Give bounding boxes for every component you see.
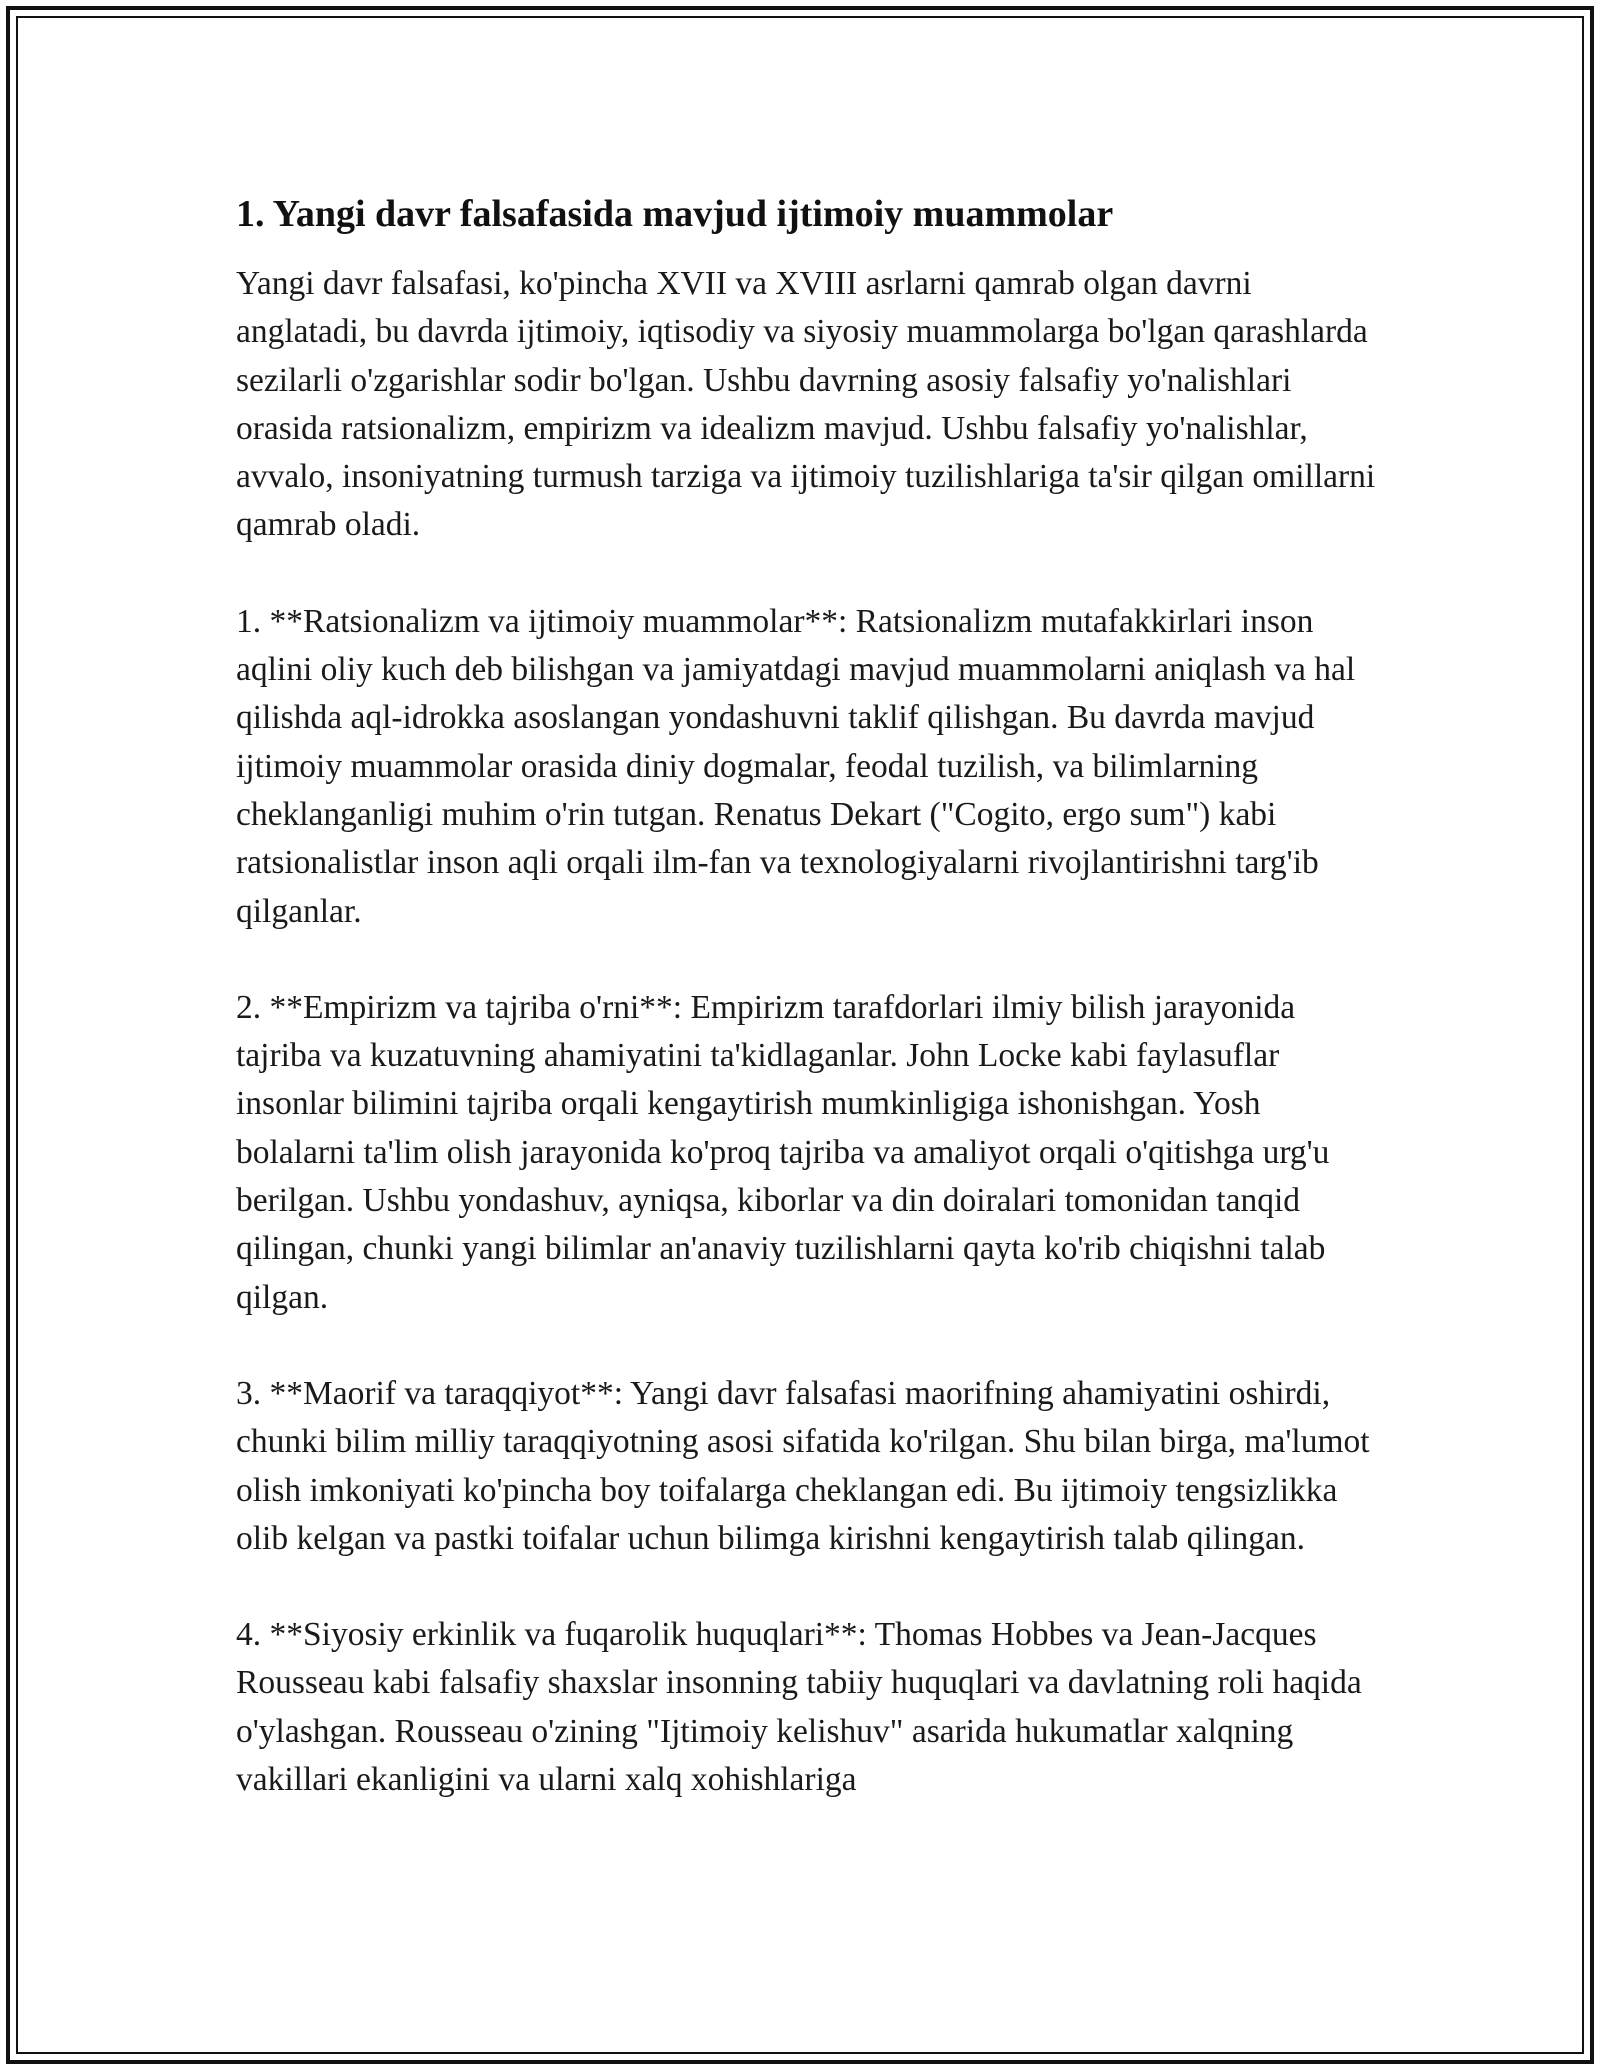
document-body xyxy=(236,186,1376,1852)
section-heading: 1. Yangi davr falsafasida mavjud ijtimoiy muammolar xyxy=(236,193,1114,235)
paragraph-education: 3. **Maorif va taraqqiyot**: Yangi davr falsafasi maorifning ahamiyatini oshirdi, chunki bilim milliy taraqqiyotning asosi sifatida ko'rilgan. Shu bilan birga, ma'lumot olish imkoniyati ko'pincha boy toifalarga cheklangan edi. Bu ijtimoiy tengsizlikka olib kelgan va pastki toifalar uchun bilimga kirishni kengaytirish talab qilingan. xyxy=(236,1374,1370,1557)
paragraph-rationalism: 1. **Ratsionalizm va ijtimoiy muammolar**: Ratsionalizm mutafakkirlari inson aqlini oliy kuch deb bilishgan va jamiyatdagi mavjud muammolarni aniqlash va hal qilishda aql-idrokka asoslangan yondashuvni taklif qilishgan. Bu davrda mavjud ijtimoiy muammolar orasida diniy dogmalar, feodal tuzilish, va bilimlarning cheklanganligi muhim o'rin tutgan. Renatus Dekart ("Cogito, ergo sum") kabi ratsionalistlar inson aqli orqali ilm-fan va texnologiyalarni rivojlantirishni targ'ib qilganlar. xyxy=(236,602,1356,930)
intro-paragraph: Yangi davr falsafasi, ko'pincha XVII va XVIII asrlarni qamrab olgan davrni anglatadi, bu davrda ijtimoiy, iqtisodiy va siyosiy muammolarga bo'lgan qarashlarda sezilarli o'zgarishlar sodir bo'lgan. Ushbu davrning asosiy falsafiy yo'nalishlari orasida ratsionalizm, empirizm va idealizm mavjud. Ushbu falsafiy yo'nalishlar, avvalo, insoniyatning turmush tarziga va ijtimoiy tuzilishlariga ta'sir qilgan omillarni qamrab oladi. xyxy=(236,265,1376,544)
paragraph-political-freedom: 4. **Siyosiy erkinlik va fuqarolik huquqlari**: Thomas Hobbes va Jean-Jacques Rousseau kabi falsafiy shaxslar insonning tabiiy huquqlari va davlatning roli haqida o'ylashgan. Rousseau o'zining "Ijtimoiy kelishuv" asarida hukumatlar xalqning vakillari ekanligini va ularni xalq xohishlariga xyxy=(236,1616,1362,1799)
paragraph-empiricism: 2. **Empirizm va tajriba o'rni**: Empirizm tarafdorlari ilmiy bilish jarayonida tajriba va kuzatuvning ahamiyatini ta'kidlaganlar. John Locke kabi faylasuflar insonlar bilimini tajriba orqali kengaytirish mumkinligiga ishonishgan. Yosh bolalarni ta'lim olish jarayonida ko'proq tajriba va amaliyot orqali o'qitishga urg'u berilgan. Ushbu yondashuv, ayniqsa, kiborlar va din doiralari tomonidan tanqid qilingan, chunki yangi bilimlar an'anaviy tuzilishlarni qayta ko'rib chiqishni talab qilgan. xyxy=(236,988,1330,1316)
